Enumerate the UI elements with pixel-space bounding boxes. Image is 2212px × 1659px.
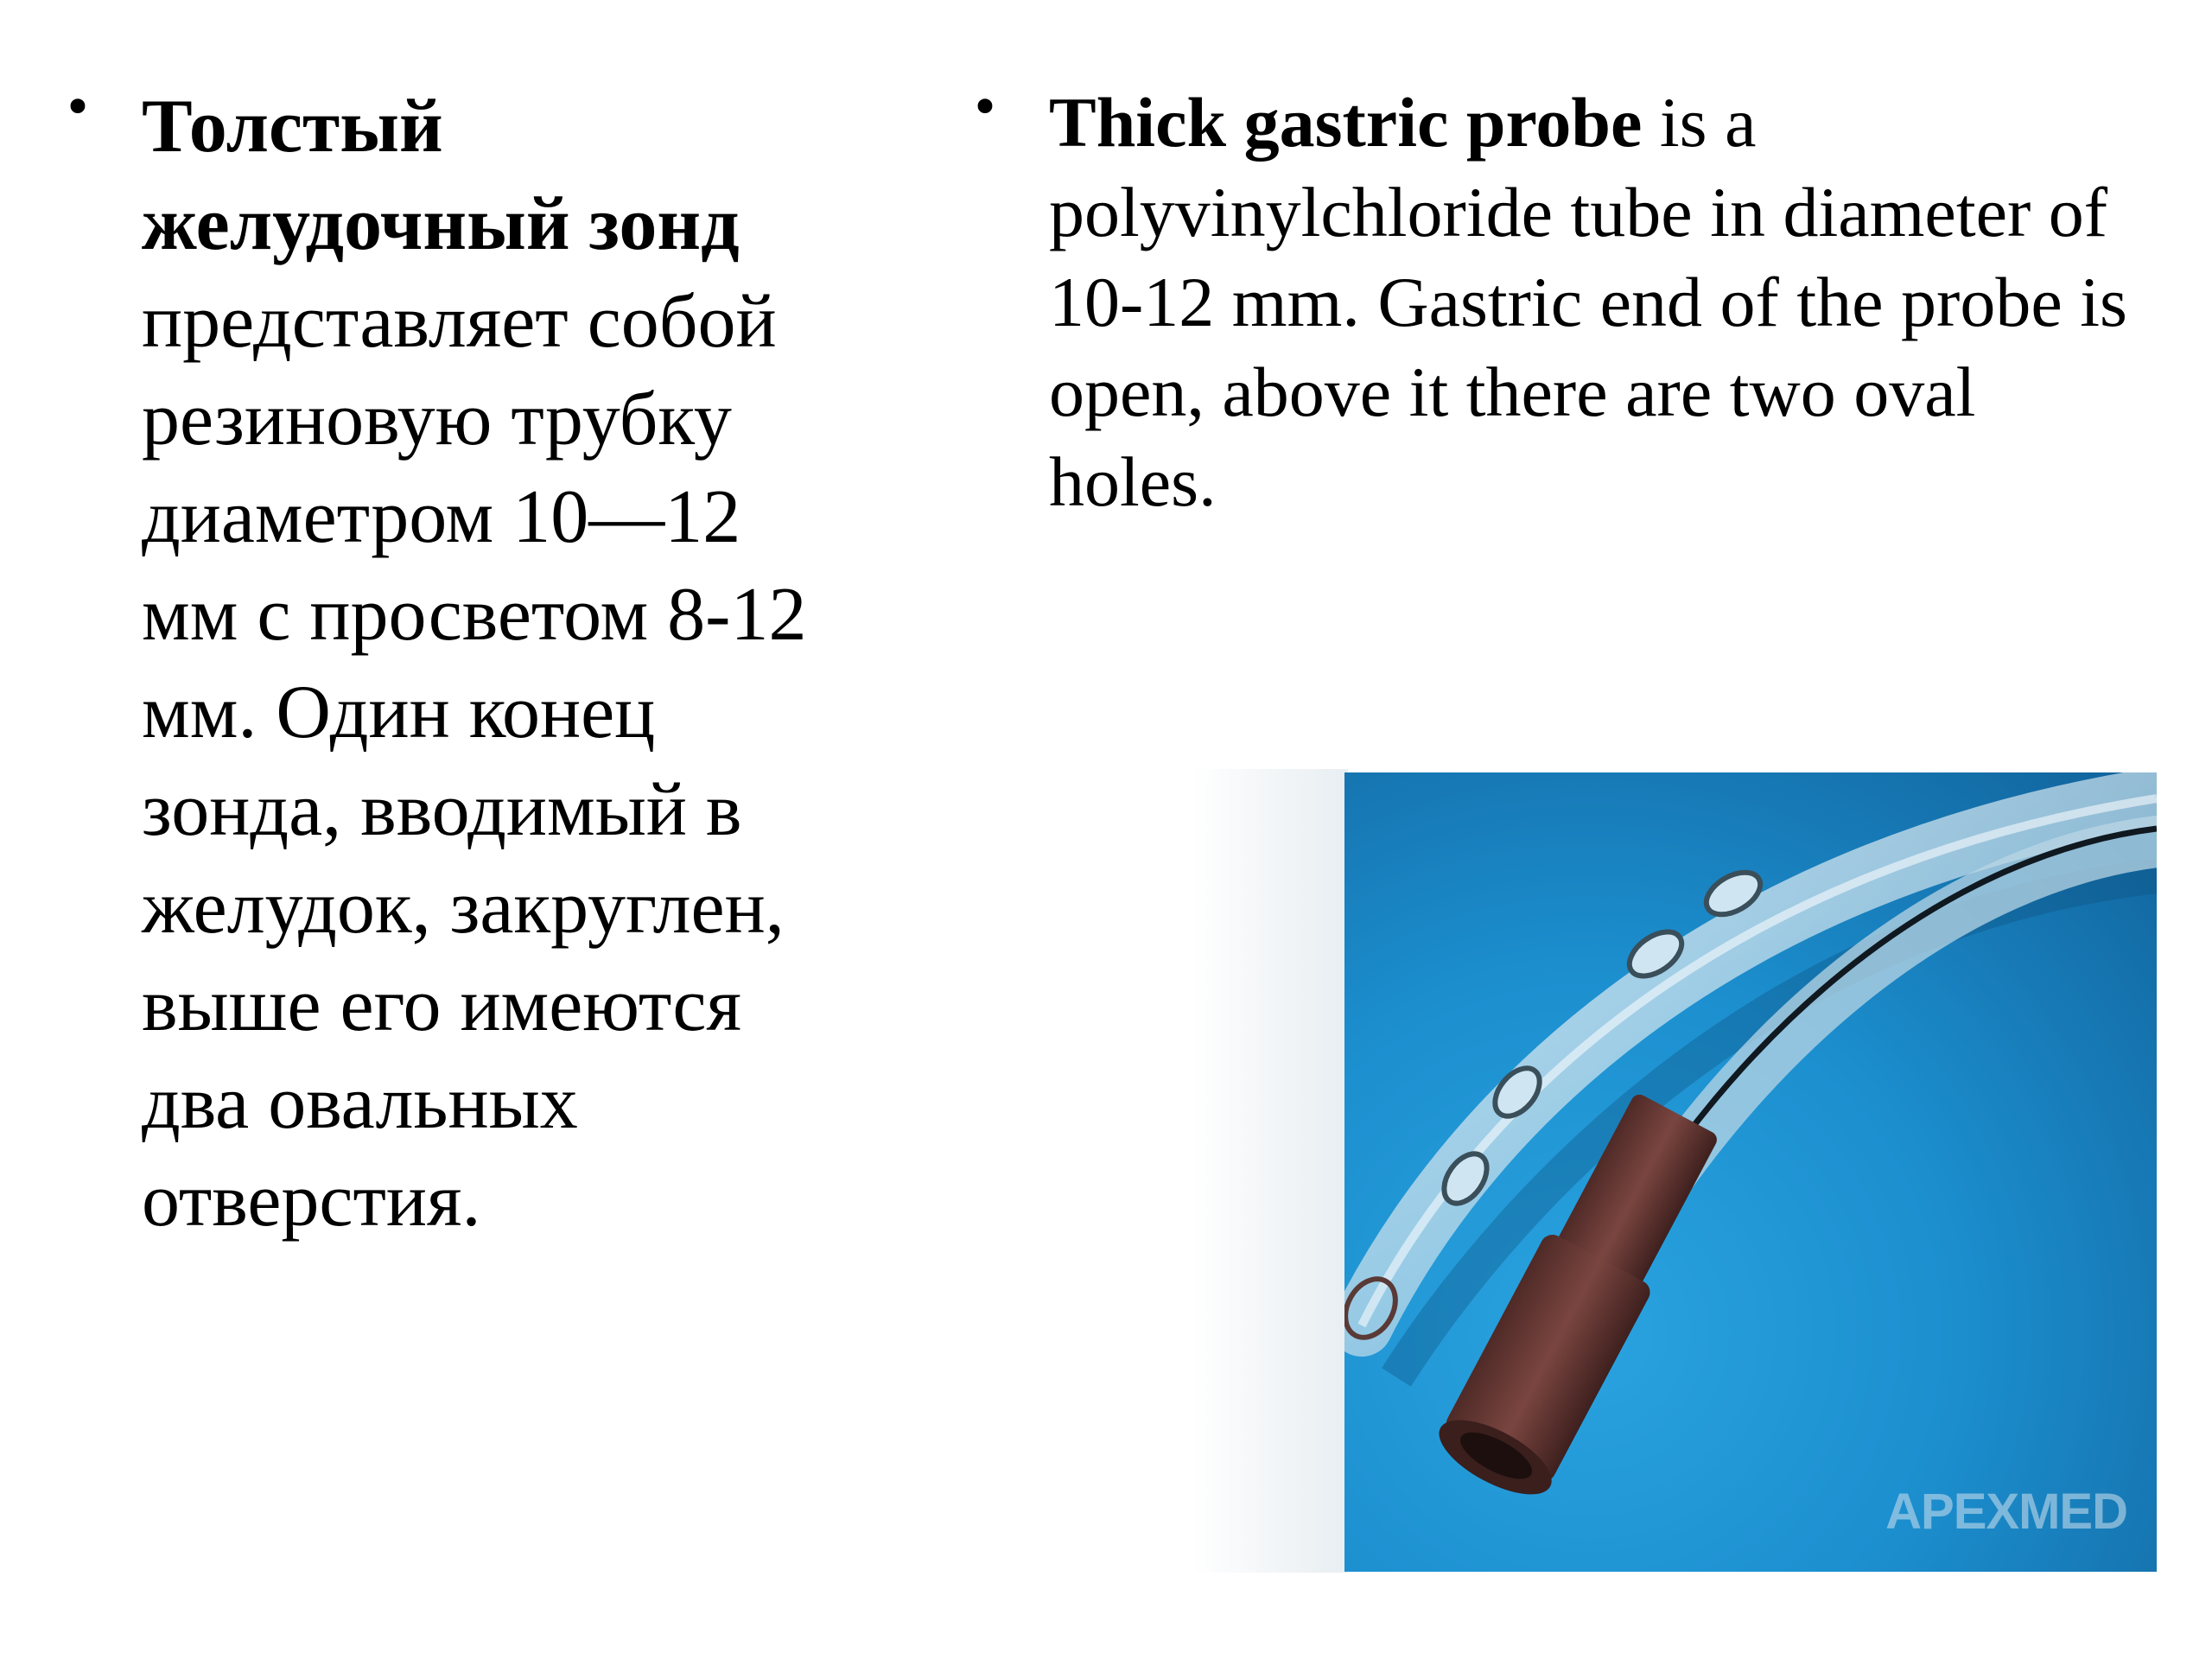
russian-paragraph (142, 78, 830, 1249)
russian-term: Толстый желудочный зонд (142, 85, 740, 266)
russian-description: представляет собой резиновую трубку диаметром 10—12 мм с просветом 8-12 мм. Один конец зонда, вводимый в желудок, закруглен, выше его имеются два овальных отверстия. (142, 280, 807, 1243)
bullet-icon: • (62, 78, 93, 137)
photo-fade (1192, 769, 1348, 1573)
list-item (959, 78, 2152, 527)
gastric-tube-illustration (1344, 772, 2157, 1572)
english-term: Thick gastric probe (1049, 83, 1643, 162)
bullet-icon: • (969, 78, 1001, 137)
english-description: is a polyvinylchloride tube in diameter of 10-12 mm. Gastric end of the probe is open, above it there are two oval holes. (1049, 83, 2127, 521)
gastric-probe-photo (1344, 772, 2157, 1572)
english-column (959, 78, 2152, 527)
apexmed-watermark: APEXMED (1885, 1484, 2127, 1540)
list-item (52, 78, 830, 1249)
english-paragraph (1049, 78, 2152, 527)
russian-column (52, 78, 830, 1249)
